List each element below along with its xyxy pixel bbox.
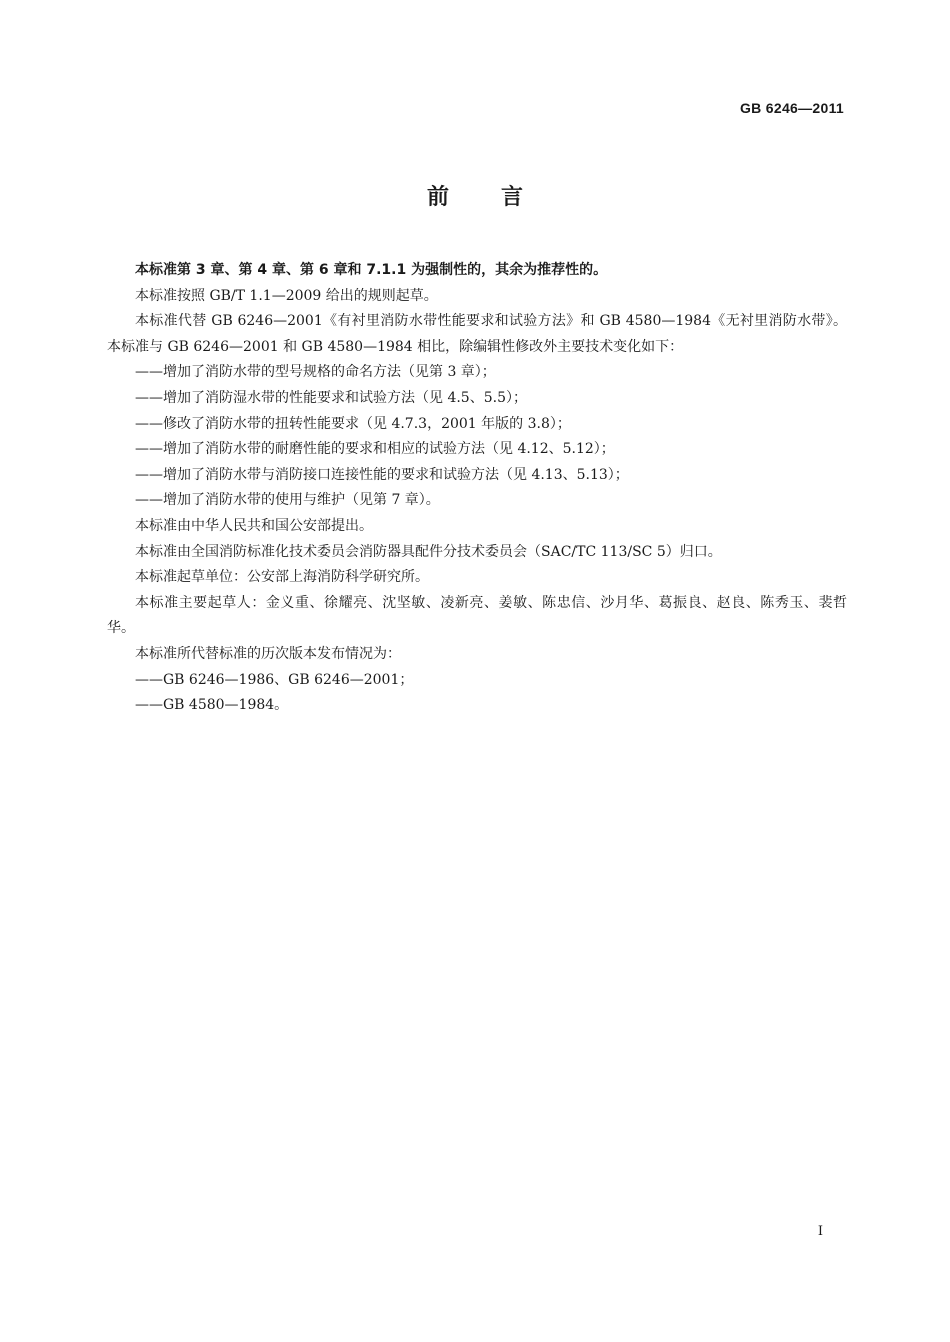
page-title: 前言 xyxy=(426,185,575,210)
list-item: ——GB 6246—1986、GB 6246—2001； xyxy=(135,671,414,688)
list-item: ——增加了消防水带的耐磨性能的要求和相应的试验方法（见 4.12、5.12）； xyxy=(135,441,615,458)
history-intro-paragraph: 本标准所代替标准的历次版本发布情况为： xyxy=(135,645,401,662)
drafting-rules-paragraph: 本标准按照 GB/T 1.1—2009 给出的规则起草。 xyxy=(135,287,438,304)
list-item: ——增加了消防湿水带的性能要求和试验方法（见 4.5、5.5）； xyxy=(135,389,527,406)
list-item: ——GB 4580—1984。 xyxy=(135,697,289,714)
standard-code: GB 6246—2011 xyxy=(739,100,844,116)
page-number: I xyxy=(817,1224,823,1239)
list-item: ——增加了消防水带的型号规格的命名方法（见第 3 章）； xyxy=(135,364,496,381)
mandatory-statement: 本标准第 3 章、第 4 章、第 6 章和 7.1.1 为强制性的，其余为推荐性的。 xyxy=(135,262,608,278)
committee-paragraph: 本标准由全国消防标准化技术委员会消防器具配件分技术委员会（SAC/TC 113/SC 5）归口。 xyxy=(135,543,722,560)
drafting-unit-paragraph: 本标准起草单位：公安部上海消防科学研究所。 xyxy=(135,569,429,586)
foreword-body xyxy=(107,258,847,719)
proposer-paragraph: 本标准由中华人民共和国公安部提出。 xyxy=(135,517,373,534)
replacement-paragraph: 本标准代替 GB 6246—2001《有衬里消防水带性能要求和试验方法》和 GB 4580—1984《无衬里消防水带》。本标准与 GB 6246—2001 和 GB 4580—1984 相比，除编辑性修改外主要技术变化如下： xyxy=(107,313,847,355)
list-item: ——增加了消防水带的使用与维护（见第 7 章）。 xyxy=(135,492,440,509)
list-item: ——增加了消防水带与消防接口连接性能的要求和试验方法（见 4.13、5.13）； xyxy=(135,466,629,483)
version-history-list xyxy=(107,668,847,719)
list-item: ——修改了消防水带的扭转性能要求（见 4.7.3，2001 年版的 3.8）； xyxy=(135,415,571,432)
technical-changes-list xyxy=(107,360,847,514)
drafters-paragraph: 本标准主要起草人：金义重、徐耀亮、沈坚敏、凌新亮、姜敏、陈忠信、沙月华、葛振良、赵良、陈秀玉、裴哲华。 xyxy=(107,594,847,637)
